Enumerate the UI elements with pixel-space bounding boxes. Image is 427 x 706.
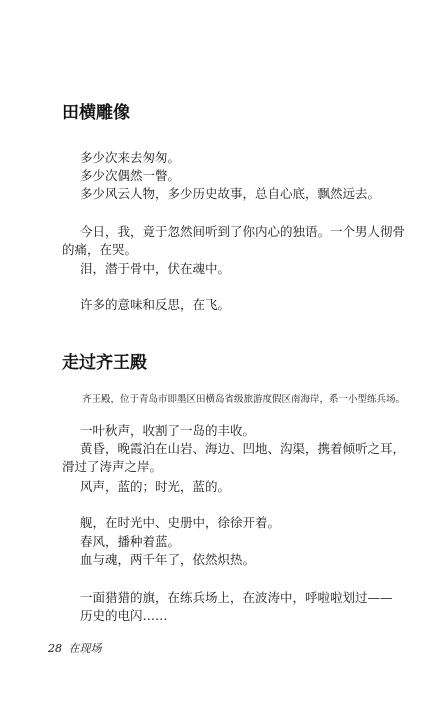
section-title-qi-palace: 走过齐王殿 [62,353,147,373]
poem-line: 多少风云人物，多少历史故事，总自心底，飘然远去。 [80,186,381,201]
poem-line: 今日，我，竟于忽然间听到了你内心的独语。一个男人彻骨 [80,224,406,239]
poem-line: 许多的意味和反思，在飞。 [80,297,231,312]
poem-line: 一叶秋声，收割了一岛的丰收。 [80,423,256,438]
page-number: 28 [48,642,62,655]
poem-line: 舰，在时光中、史册中，徐徐开着。 [80,515,281,530]
poem-line: 黄昏，晚霞泊在山岩、海边、凹地、沟渠，携着倾听之耳， [80,441,406,456]
section-title-tianheng-statue: 田横雕像 [62,103,130,123]
poem-line: 一面猎猎的旗，在练兵场上，在波涛中，呼啦啦划过—— [80,590,393,605]
poem-line: 泪，潜于骨中，伏在魂中。 [80,261,231,276]
poem-line: 风声，蓝的；时光，蓝的。 [80,479,231,494]
poem-line: 多少次来去匆匆。 [80,150,181,165]
section-note: 齐王殿，位于青岛市即墨区田横岛省级旅游度假区南海岸，系一小型练兵场。 [82,394,406,405]
book-title: 在现场 [68,642,102,655]
poem-line: 滑过了涛声之岸。 [62,459,163,474]
poem-line: 多少次偶然一瞥。 [80,168,181,183]
page-footer [48,640,102,656]
poem-line: 春风，播种着蓝。 [80,534,181,549]
poem-line: 血与魂，两千年了，依然炽热。 [80,552,256,567]
poem-line: 历史的电闪…… [80,608,168,623]
poem-line: 的痛，在哭。 [62,242,138,257]
